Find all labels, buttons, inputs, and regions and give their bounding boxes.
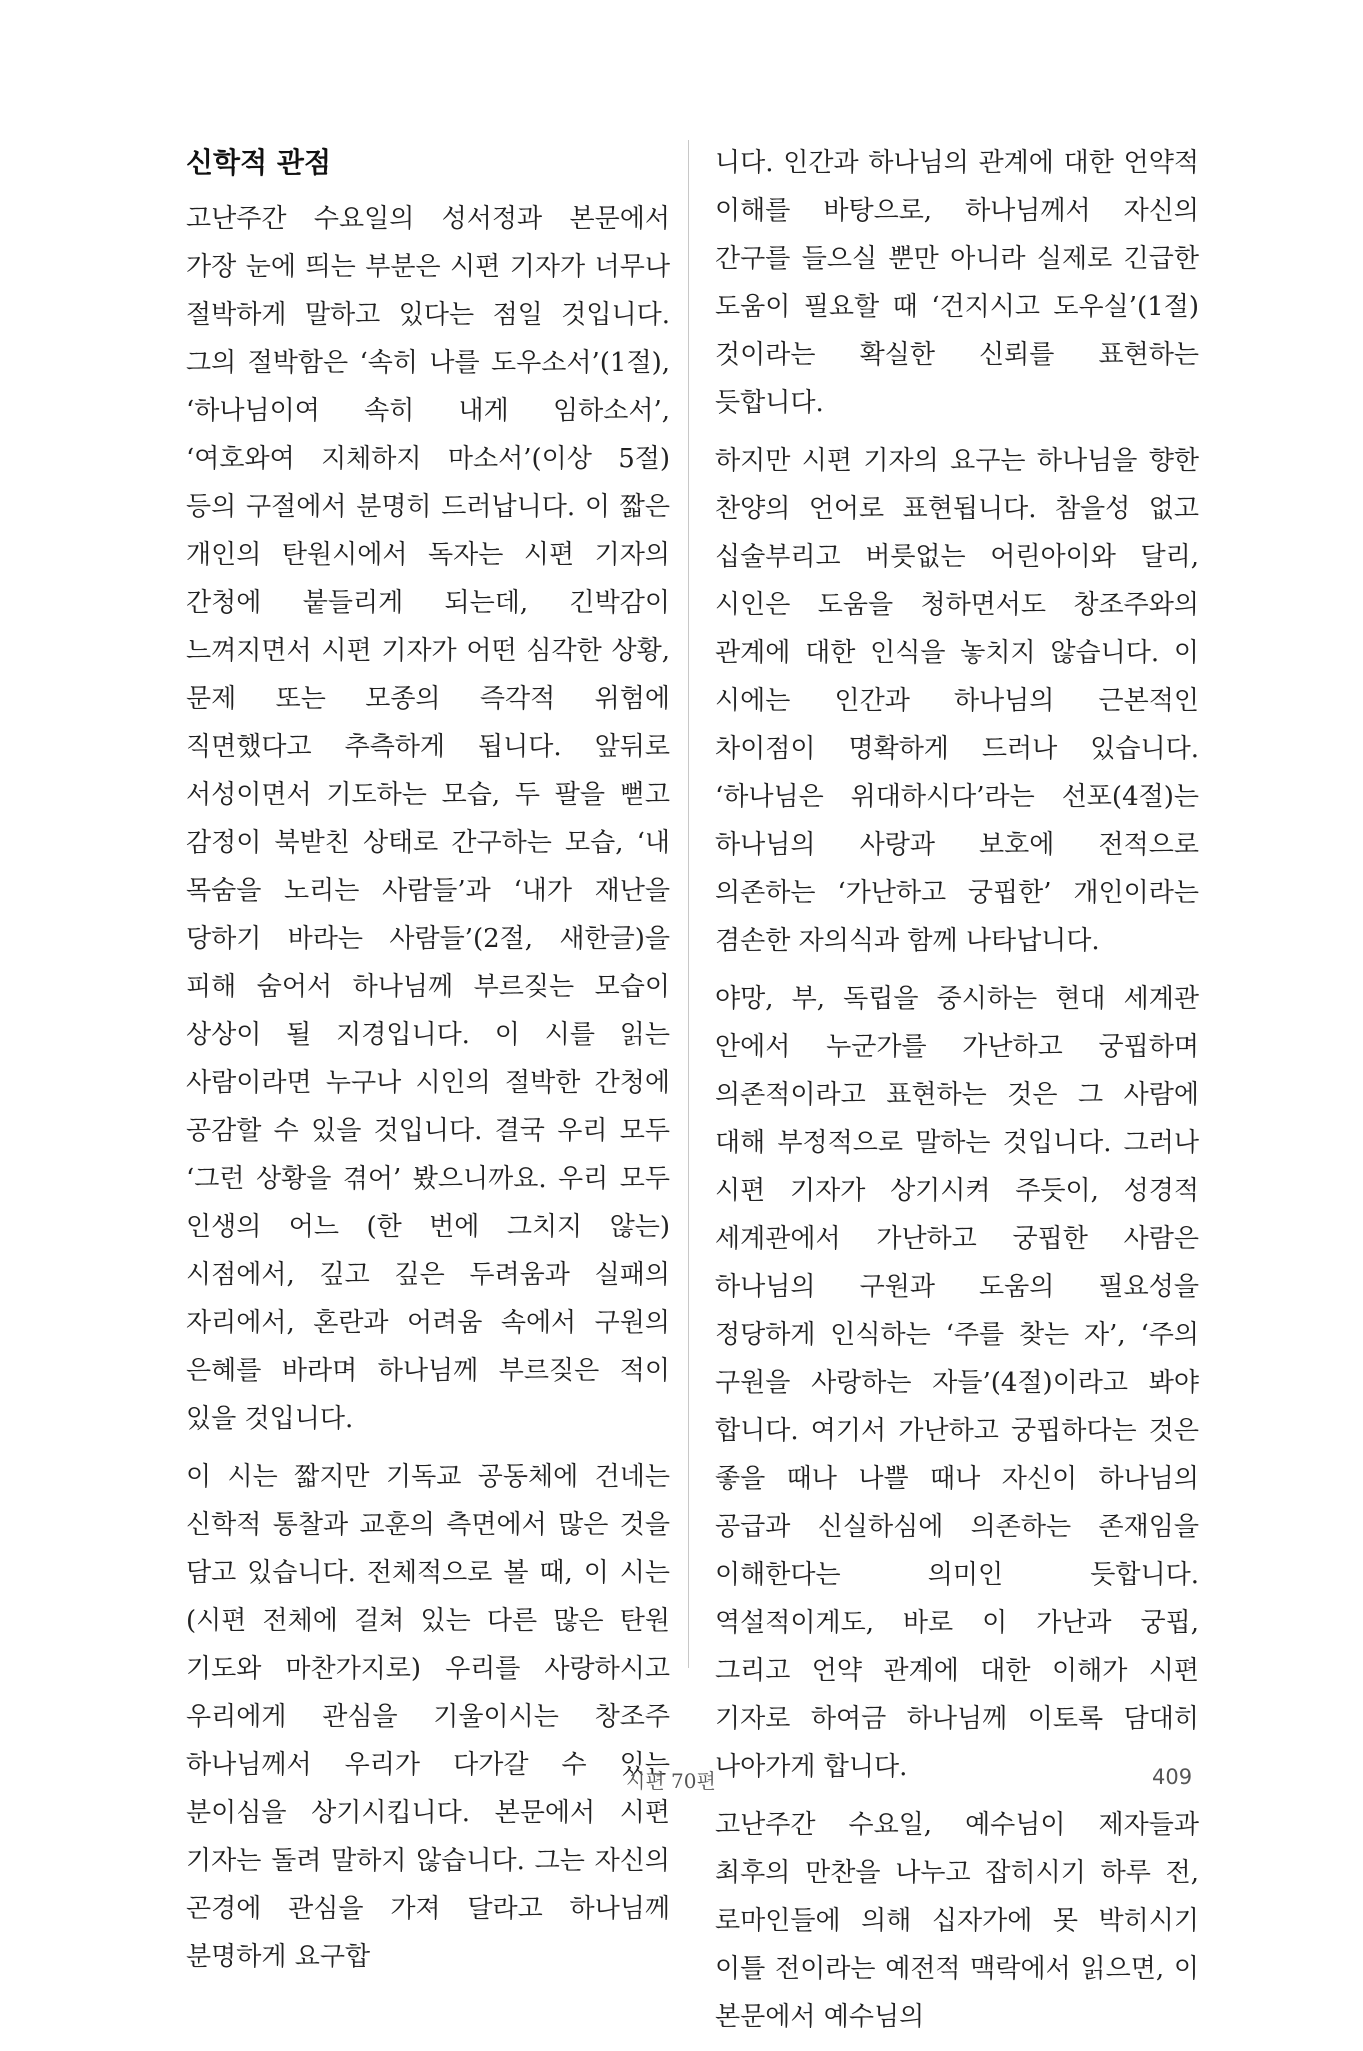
right-paragraph-3: 야망, 부, 독립을 중시하는 현대 세계관 안에서 누군가를 가난하고 궁핍하며 의존적이라고 표현하는 것은 그 사람에 대해 부정적으로 말하는 것입니다. 그러나 시편 기자가 상기시켜 주듯이, 성경적 세계관에서 가난하고 궁핍한 사람은 하나님의 구원과 도움의 필요성을 정당하게 인식하는 ‘주를 찾는 자’, ‘주의 구원을 사랑하는 자들’(4절)이라고 봐야 합니다. 여기서 가난하고 궁핍하다는 것은 좋을 때나 나쁠 때나 자신이 하나님의 공급과 신실하심에 의존하는 존재임을 이해한다는 의미인 듯합니다. 역설적이게도, 바로 이 가난과 궁핍, 그리고 언약 관계에 대한 이해가 시편 기자로 하여금 하나님께 이토록 담대히 나아가게 합니다. [715,984,1199,1782]
right-paragraph-2: 하지만 시편 기자의 요구는 하나님을 향한 찬양의 언어로 표현됩니다. 참을성 없고 십술부리고 버릇없는 어린아이와 달리, 시인은 도움을 청하면서도 창조주와의 관계에 대한 인식을 놓치지 않습니다. 이 시에는 인간과 하나님의 근본적인 차이점이 명확하게 드러나 있습니다. ‘하나님은 위대하시다’라는 선포(4절)는 하나님의 사랑과 보호에 전적으로 의존하는 ‘가난하고 궁핍한’ 개인이라는 겸손한 자의식과 함께 나타납니다. [715,446,1199,956]
section-heading: 신학적 관점 [186,146,331,179]
right-column [715,139,1199,2051]
left-column [186,139,670,1991]
left-paragraph-1: 고난주간 수요일의 성서정과 본문에서 가장 눈에 띄는 부분은 시편 기자가 너무나 절박하게 말하고 있다는 점일 것입니다. 그의 절박함은 ‘속히 나를 도우소서’(1절), ‘하나님이여 속히 내게 임하소서’, ‘여호와여 지체하지 마소서’(이상 5절) 등의 구절에서 분명히 드러납니다. 이 짧은 개인의 탄원시에서 독자는 시편 기자의 간청에 붙들리게 되는데, 긴박감이 느껴지면서 시편 기자가 어떤 심각한 상황, 문제 또는 모종의 즉각적 위험에 직면했다고 추측하게 됩니다. 앞뒤로 서성이면서 기도하는 모습, 두 팔을 뻗고 감정이 북받친 상태로 간구하는 모습, ‘내 목숨을 노리는 사람들’과 ‘내가 재난을 당하기 바라는 사람들’(2절, 새한글)을 피해 숨어서 하나님께 부르짖는 모습이 상상이 될 지경입니다. 이 시를 읽는 사람이라면 누구나 시인의 절박한 간청에 공감할 수 있을 것입니다. 결국 우리 모두 ‘그런 상황을 겪어’ 봤으니까요. 우리 모두 인생의 어느 (한 번에 그치지 않는) 시점에서, 깊고 깊은 두려움과 실패의 자리에서, 혼란과 어려움 속에서 구원의 은혜를 바라며 하나님께 부르짖은 적이 있을 것입니다. [186,204,670,1434]
running-footer-title: 시편 70편 [626,1769,716,1793]
column-divider [688,140,689,1668]
right-paragraph-4: 고난주간 수요일, 예수님이 제자들과 최후의 만찬을 나누고 잡히시기 하루 전, 로마인들에 의해 십자가에 못 박히시기 이틀 전이라는 예전적 맥락에서 읽으면, 이 본문에서 예수님의 [715,1810,1199,2032]
left-paragraph-2: 이 시는 짧지만 기독교 공동체에 건네는 신학적 통찰과 교훈의 측면에서 많은 것을 담고 있습니다. 전체적으로 볼 때, 이 시는 (시편 전체에 걸쳐 있는 다른 많은 탄원 기도와 마찬가지로) 우리를 사랑하시고 우리에게 관심을 기울이시는 창조주 하나님께서 우리가 다가갈 수 있는 분이심을 상기시킵니다. 본문에서 시편 기자는 돌려 말하지 않습니다. 그는 자신의 곤경에 관심을 가져 달라고 하나님께 분명하게 요구합 [186,1462,670,1972]
page-number: 409 [1152,1765,1193,1789]
right-paragraph-1: 니다. 인간과 하나님의 관계에 대한 언약적 이해를 바탕으로, 하나님께서 자신의 간구를 들으실 뿐만 아니라 실제로 긴급한 도움이 필요할 때 ‘건지시고 도우실’(1절) 것이라는 확실한 신뢰를 표현하는 듯합니다. [715,148,1199,418]
